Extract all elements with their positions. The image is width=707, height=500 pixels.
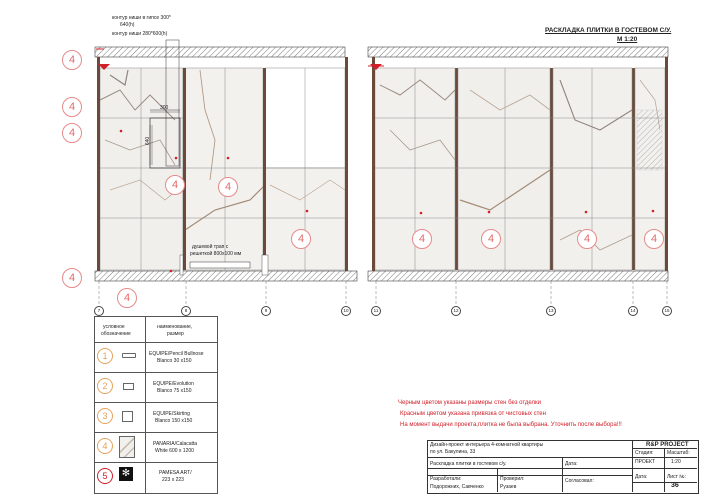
legend-row-name: Blanco 30 x150 [157,358,192,364]
axis-marker: 13 [546,306,556,316]
checked-label: Проверил: [500,476,525,482]
drawing-title: РАСКЛАДКА ПЛИТКИ В ГОСТЕВОМ С/У. [545,27,672,34]
legend-number: 2 [97,378,113,394]
tile-badge: 4 [481,229,501,249]
tile-badge: 4 [117,288,137,308]
mosaic-swatch: ✻ [119,467,133,481]
checked-value: Рузаев [500,484,517,490]
tile-badge: 4 [644,229,664,249]
sheet-number: 36 [671,482,679,489]
legend-header-name-1: наименование, [157,324,193,330]
legend-row-name: White 600 x 1200 [155,448,194,454]
legend-row-name: PAMESA ART/ [159,470,192,476]
legend-header-symbol-1: условное [103,324,125,330]
skirting-swatch [122,411,133,422]
axis-marker: 15 [662,306,672,316]
scale-label: Масштаб: [667,450,690,456]
sheet-label: Лист №: [667,474,687,480]
floor-slab-left [95,271,357,281]
tile-badge: 4 [62,123,82,143]
agreed-label: Согласовал: [565,478,594,484]
legend-table [94,316,218,494]
date-label: Дата: [565,461,578,467]
note-3: На момент выдачи проекта,плитка не была выбрана. Уточнить после выбора!!! [400,422,622,428]
developed-value: Подорожних, Савченко [430,484,484,490]
axis-marker: 9 [261,306,271,316]
tile-badge: 4 [218,177,238,197]
ceiling-slab-right [368,47,668,57]
axis-marker: 8 [181,306,191,316]
company-name: R&P PROJECT [646,442,689,448]
pencil-bullnose-swatch [122,353,136,358]
tile-badge: 4 [412,229,432,249]
axis-marker: 12 [451,306,461,316]
legend-number: 3 [97,408,113,424]
sheet-name: Раскладка плитки в гостевом с/у. [430,461,507,467]
axis-marker: 14 [628,306,638,316]
legend-row-name: Blanco 75 x150 [157,388,192,394]
ceiling-slab-left [95,47,345,57]
tile-badge: 4 [577,229,597,249]
tile-badge: 4 [165,175,185,195]
note-1: Черным цветом указаны размеры стен без отделки [398,400,541,406]
axis-marker: 11 [371,306,381,316]
tile-badge: 4 [62,50,82,70]
evolution-swatch [123,383,134,390]
dimension-300: 300 [160,105,169,111]
legend-row-name: EQUIPE/Evolution [153,381,194,387]
stage-label: Стадия: [635,450,654,456]
tile-badge: 4 [291,229,311,249]
axis-marker: 7 [94,306,104,316]
drain-label-1: душевой трап с [192,244,229,250]
date-label-2: Дата: [635,474,648,480]
note-2: Красным цветом указана привязка от чистовых стен [400,411,546,417]
legend-row-name: 223 x 223 [162,477,184,483]
dimension-640: 640 [145,136,152,146]
legend-row-name: Blanco 150 x150 [155,418,193,424]
legend-number: 5 [97,468,113,484]
tile-badge: 4 [62,268,82,288]
legend-number: 1 [97,348,113,364]
drain-label-2: решеткой 800x100 мм [190,251,242,257]
niche-note-2: 640(h) [120,22,135,28]
legend-row-name: EQUIPE/Pencil Bullnose [149,351,204,357]
floor-slab-right [368,271,668,281]
legend-row-name: PANARIA/Calacatta [153,441,198,447]
drain-grate [190,262,250,268]
project-line-2: по ул. Бакулина, 33 [430,449,476,455]
axis-marker: 10 [341,306,351,316]
scale-value: 1:20 [671,459,681,465]
stage-value: ПРОЕКТ [635,459,656,465]
niche-note-3: контур ниши 280*600(h) [112,31,168,37]
legend-number: 4 [97,438,113,454]
marble-swatch [119,436,135,458]
legend-header-symbol-2: обозначение [101,331,131,337]
project-line-1: Дизайн-проект интерьера 4-комнатной квартиры [430,442,544,448]
niche-note-1: контур ниши в гипсе 300* [112,15,171,21]
legend-header-name-2: размер [167,331,184,337]
legend-row-name: EQUIPE/Skirting [153,411,190,417]
tile-badge: 4 [62,97,82,117]
developed-label: Разработали: [430,476,462,482]
drawing-scale: М 1:20 [617,36,638,43]
